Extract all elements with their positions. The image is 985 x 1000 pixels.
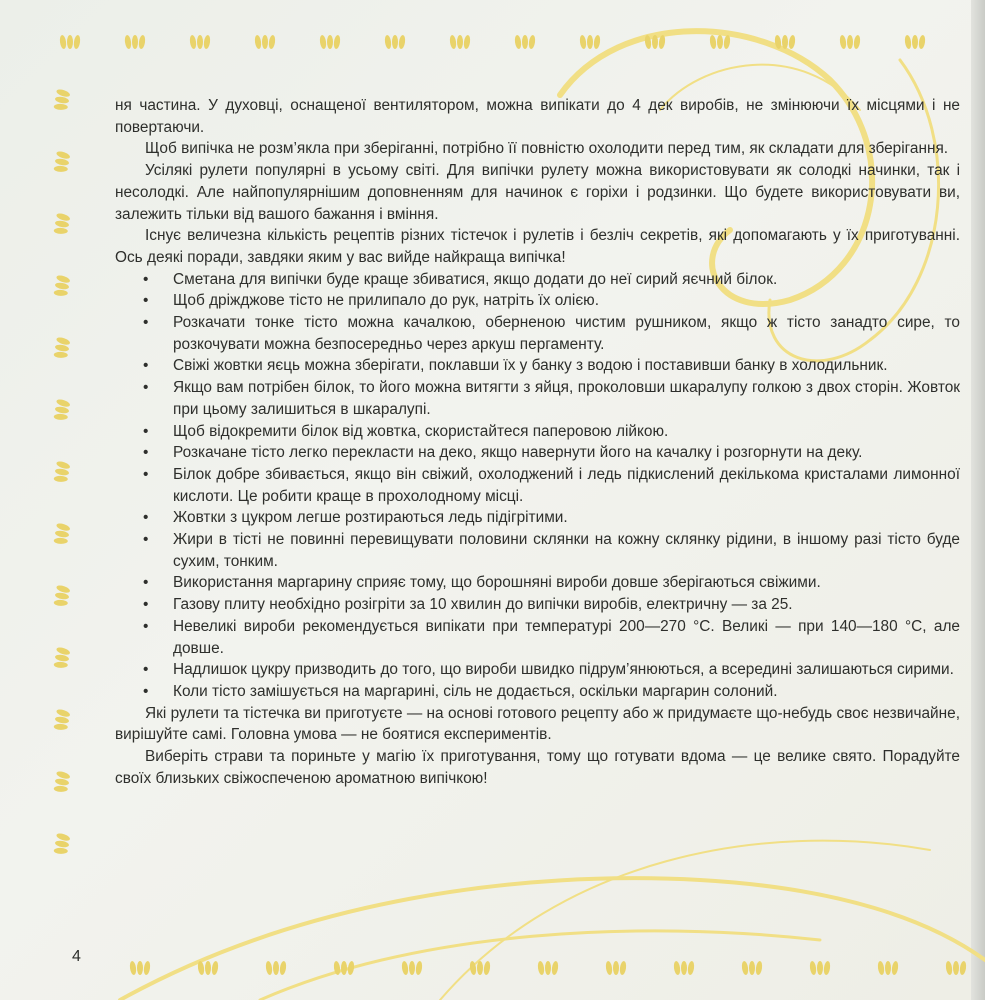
page-number: 4 [72,948,81,965]
tip-text: Сметана для випічки буде краще збиватися, якщо додати до неї сирий яєчний білок. [173,270,778,288]
sprig-icon [839,35,861,50]
tip-text: Жовтки з цукром легше розтираються ледь підігрітими. [173,509,568,527]
tip-item [115,529,960,572]
tip-text: Надлишок цукру призводить до того, що вироби швидко підрум’янюються, а всередині залишаються сирими. [173,661,954,679]
tip-text: Свіжі жовтки яєць можна зберігати, поклавши їх у банку з водою і поставивши банку в холодильник. [173,357,888,375]
sprig-icon [53,708,71,732]
sprig-icon [53,336,71,360]
sprig-icon [401,961,423,976]
paragraph-closing: Виберіть страви та пориньте у магію їх приготування, тому що готувати вдома — це велике свято. Порадуйте своїх близьких свіжоспеченою ароматною випічкою! [115,748,960,787]
tip-text: Коли тісто замішується на маргарині, сіль не додається, оскільки маргарин солоний. [173,682,778,700]
bullet-icon: • [143,270,149,288]
tip-text: Білок добре збивається, якщо він свіжий, охолоджений і ледь підкислений декількома кристалами лимонної кислоти. Це робити краще в прохолодному місці. [173,465,960,505]
tip-item [115,572,960,594]
tip-item [115,421,960,443]
sprig-icon [644,35,666,50]
paragraph-rolls: Усілякі рулети популярні в усьому світі. Для випічки рулету можна використовувати як солодкі начинки, так і несолодкі. Але найпопулярнішим доповненням для начинок є горіхи і родзинки. Що будете використовувати ви, залежить тільки від вашого бажання і вміння. [115,162,960,223]
sprig-icon [197,961,219,976]
bullet-icon: • [143,357,149,375]
tip-item [115,659,960,681]
bullet-icon: • [143,465,149,483]
tip-item [115,507,960,529]
bullet-icon: • [143,682,149,700]
sprig-icon [774,35,796,50]
bullet-icon: • [143,292,149,310]
bullet-icon: • [143,661,149,679]
sprig-icon [904,35,926,50]
sprig-icon [53,460,71,484]
bullet-icon: • [143,574,149,592]
sprig-icon [124,35,146,50]
tip-item [115,681,960,703]
sprig-icon [514,35,536,50]
swirl-stroke [120,878,985,1000]
tip-item [115,594,960,616]
tip-text: Газову плиту необхідно розігріти за 10 хвилин до випічки виробів, електричну — за 25. [173,596,793,614]
tip-text: Використання маргарину сприяє тому, що борошняні вироби довше зберігаються свіжими. [173,574,821,592]
sprig-icon [129,961,151,976]
sprig-icon [579,35,601,50]
bullet-icon: • [143,422,149,440]
sprig-icon [53,88,71,112]
sprig-icon [254,35,276,50]
tip-item [115,464,960,507]
sprig-icon [673,961,695,976]
sprig-icon [469,961,491,976]
sprig-icon [53,398,71,422]
bullet-icon: • [143,444,149,462]
bullet-icon: • [143,314,149,332]
sprig-icon [53,274,71,298]
tip-text: Розкачане тісто легко перекласти на деко, якщо навернути його на качалку і розгорнути на деку. [173,444,863,462]
sprig-icon [333,961,355,976]
tip-item [115,312,960,355]
bullet-icon: • [143,509,149,527]
sprig-icon [449,35,471,50]
sprig-icon [809,961,831,976]
sprig-icon [319,35,341,50]
bullet-icon: • [143,617,149,635]
sprig-icon [709,35,731,50]
sprig-icon [53,770,71,794]
bullet-icon: • [143,596,149,614]
tip-item [115,290,960,312]
sprig-icon [877,961,899,976]
sprig-icon [53,150,71,174]
tip-text: Невеликі вироби рекомендується випікати при температурі 200—270 °С. Великі — при 140—180 °С, але довше. [173,617,960,657]
sprig-icon [265,961,287,976]
sprig-icon [537,961,559,976]
swirl-stroke [440,841,930,1000]
paragraph-recipes: Існує величезна кількість рецептів різних тістечок і рулетів і безліч секретів, які допомагають у їх приготуванні. Ось деякі поради, завдяки яким у вас вийде найкраща випічка! [115,227,960,266]
bullet-icon: • [143,531,149,549]
tip-text: Розкачати тонке тісто можна качалкою, оберненою чистим рушником, якщо ж тісто занадто сире, то розкочувати можна безпосередньо через аркуш пергаменту. [173,314,960,353]
sprig-icon [53,584,71,608]
tip-text: Щоб дріжджове тісто не прилипало до рук, натріть їх олією. [173,292,599,310]
sprig-icon [189,35,211,50]
sprig-icon [605,961,627,976]
tip-item [115,269,960,291]
bullet-icon: • [143,379,149,397]
tip-text: Щоб відокремити білок від жовтка, скористайтеся паперовою лійкою. [173,422,669,440]
tip-text: Якщо вам потрібен білок, то його можна витягти з яйця, проколовши шкаралупу голкою з двох сторін. Жовток при цьому залишиться в шкаралупі. [173,379,960,418]
sprig-icon [53,212,71,236]
sprig-icon [741,961,763,976]
sprig-icon [53,832,71,856]
tip-item [115,442,960,464]
sprig-icon [384,35,406,50]
sprig-icon [53,522,71,546]
paragraph-choose: Які рулети та тістечка ви приготуєте — на основі готового рецепту або ж придумаєте що-небудь своє незвичайне, вирішуйте самі. Головна умова — не боятися експериментів. [115,704,960,744]
paragraph-oven: ня частина. У духовці, оснащеної вентилятором, можна випікати до 4 дек виробів, не змінюючи їх місцями і не повертаючи. [115,97,960,136]
tip-item [115,355,960,377]
sprig-icon [945,961,967,976]
sprig-icon [59,35,81,50]
article-text [115,95,960,790]
sprig-icon [53,646,71,670]
tips-list [115,269,960,703]
tip-text: Жири в тісті не повинні перевищувати половини склянки на кожну склянку рідини, в іншому разі тісто буде сухим, тонким. [173,531,960,570]
tip-item [115,377,960,420]
paragraph-storage: Щоб випічка не розм’якла при зберіганні, потрібно її повністю охолодити перед тим, як складати для зберігання. [145,140,949,158]
tip-item [115,616,960,659]
